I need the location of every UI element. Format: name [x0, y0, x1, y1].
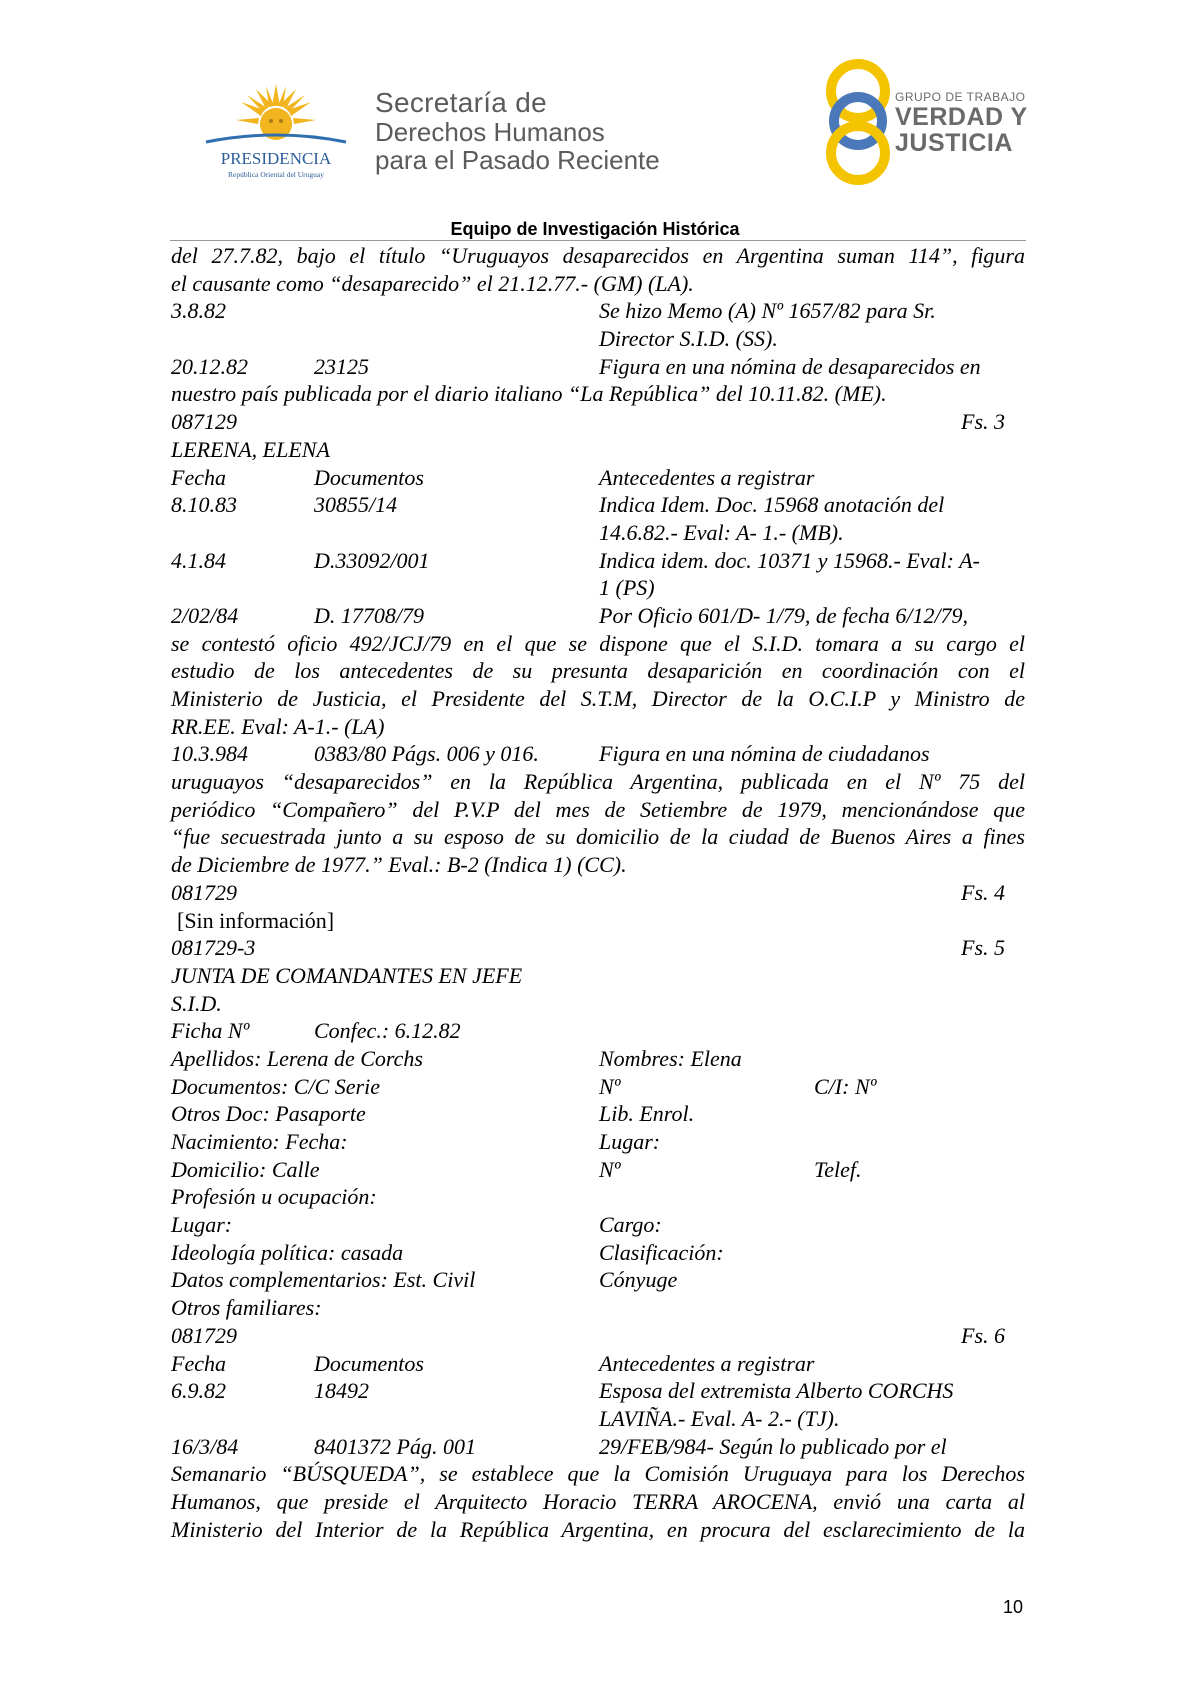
text-line: RR.EE. Eval: A-1.- (LA) [171, 713, 385, 739]
form-field: Cargo: [599, 1212, 662, 1238]
text-line: uruguayos “desaparecidos” en la República Argentina, publicada en el Nº 75 del [171, 769, 1025, 795]
table-header-row [171, 1350, 1025, 1378]
record-doc: 30855/14 [314, 492, 398, 518]
form-field: Clasificación: [599, 1239, 724, 1265]
form-row [171, 1017, 1025, 1045]
record-text: Por Oficio 601/D- 1/79, de fecha 6/12/79, [599, 602, 969, 628]
form-row [171, 1045, 1025, 1073]
folio-row [171, 1322, 1025, 1350]
record-row [171, 325, 1025, 353]
record-row [171, 1377, 1025, 1405]
presidencia-subtitle: República Oriental del Uruguay [227, 170, 325, 179]
record-text: Indica Idem. Doc. 15968 anotación del [599, 492, 945, 518]
form-field: Ficha Nº [171, 1018, 250, 1044]
form-row [171, 1156, 1025, 1184]
record-text: Esposa del extremista Alberto CORCHS [599, 1378, 954, 1404]
form-title: JUNTA DE COMANDANTES EN JEFE [171, 962, 523, 988]
col-fecha: Fecha [171, 464, 226, 490]
text-line: del 27.7.82, bajo el título “Uruguayos desaparecidos en Argentina suman 114”, figura [171, 243, 1025, 268]
record-text: 29/FEB/984- Según lo publicado por el [599, 1433, 947, 1459]
text-line: “fue secuestrada junto a su esposo de su domicilio de la ciudad de Buenos Aires a fines [171, 824, 1025, 850]
form-field: Nacimiento: Fecha: [171, 1129, 348, 1154]
form-row [171, 1100, 1025, 1128]
record-doc: 8401372 Pág. 001 [314, 1433, 476, 1459]
vyj-big-1: VERDAD Y [895, 103, 1028, 131]
record-date: 16/3/84 [171, 1433, 239, 1459]
record-date: 4.1.84 [171, 547, 226, 573]
form-field: Documentos: C/C Serie [171, 1073, 380, 1099]
text-line: se contestó oficio 492/JCJ/79 en el que se dispone que el S.I.D. tomara a su cargo el [171, 630, 1025, 656]
col-fecha: Fecha [171, 1350, 226, 1376]
text-line: Humanos, que preside el Arquitecto Horacio TERRA AROCENA, envió una carta al [171, 1488, 1025, 1514]
form-row [171, 1128, 1025, 1156]
record-row [171, 519, 1025, 547]
form-field: Lugar: [171, 1212, 233, 1238]
record-row [171, 1405, 1025, 1433]
form-field: Lib. Enrol. [599, 1101, 695, 1127]
folio-ref: 081729-3 [171, 935, 256, 961]
record-date: 6.9.82 [171, 1378, 226, 1404]
form-field: Profesión u ocupación: [171, 1184, 377, 1210]
form-field: Nombres: Elena [599, 1045, 742, 1071]
record-row [171, 547, 1025, 575]
col-antecedentes: Antecedentes a registrar [599, 1350, 815, 1376]
folio-number: Fs. 3 [961, 409, 1005, 435]
form-field: Apellidos: Lerena de Corchs [171, 1045, 423, 1071]
folio-row [171, 408, 1025, 436]
text-line: Ministerio del Interior de la República Argentina, en procura del esclarecimiento de la [171, 1516, 1025, 1542]
record-date: 10.3.984 [171, 741, 248, 767]
presidencia-sun-logo [196, 80, 356, 180]
presidencia-title: PRESIDENCIA [220, 149, 332, 168]
record-date: 2/02/84 [171, 602, 239, 628]
form-row [171, 1239, 1025, 1267]
record-row [171, 297, 1025, 325]
record-text: Figura en una nómina de ciudadanos [599, 741, 930, 767]
record-text: Indica idem. doc. 10371 y 15968.- Eval: A- [599, 547, 980, 573]
record-row [171, 491, 1025, 519]
record-text: 1 (PS) [599, 575, 655, 601]
folio-row [171, 879, 1025, 907]
verdad-justicia-text [895, 90, 1028, 156]
form-row [171, 1211, 1025, 1239]
form-field: Cónyuge [599, 1267, 678, 1293]
record-date: 8.10.83 [171, 492, 237, 518]
record-text: LAVIÑA.- Eval. A- 2.- (TJ). [599, 1405, 840, 1431]
form-subtitle: S.I.D. [171, 990, 222, 1016]
text-line: estudio de los antecedentes de su presunta desaparición en coordinación con el [171, 658, 1025, 684]
record-row [171, 353, 1025, 381]
form-row [171, 1266, 1025, 1294]
folio-number: Fs. 5 [961, 935, 1005, 961]
text-line: Ministerio de Justicia, el Presidente del S.T.M, Director de la O.C.I.P y Ministro de [171, 686, 1025, 711]
record-row [171, 1433, 1025, 1461]
text-line: periódico “Compañero” del P.V.P del mes de Setiembre de 1979, mencionándose que [171, 796, 1025, 822]
person-name: LERENA, ELENA [171, 436, 330, 462]
form-field: Ideología política: casada [171, 1239, 404, 1265]
record-row [171, 574, 1025, 602]
vyj-small: GRUPO DE TRABAJO [895, 90, 1026, 104]
form-field: Nº [599, 1156, 621, 1182]
form-row [171, 1073, 1025, 1101]
record-text: Figura en una nómina de desaparecidos en [599, 353, 981, 379]
text-line: el causante como “desaparecido” el 21.12.77.- (GM) (LA). [171, 270, 694, 296]
text-line: nuestro país publicada por el diario italiano “La República” del 10.11.82. (ME). [171, 381, 887, 407]
header-rule [170, 240, 1026, 241]
record-text: Director S.I.D. (SS). [599, 326, 778, 352]
record-doc: 23125 [314, 353, 369, 379]
form-field: Datos complementarios: Est. Civil [171, 1267, 476, 1293]
form-field: Domicilio: Calle [171, 1156, 320, 1182]
vyj-big-2: JUSTICIA [895, 129, 1013, 157]
folio-ref: 081729 [171, 1322, 237, 1348]
record-doc: 0383/80 Págs. 006 y 016. [314, 741, 539, 767]
folio-ref: 087129 [171, 409, 237, 435]
form-field: Telef. [814, 1156, 862, 1182]
folio-number: Fs. 4 [961, 879, 1005, 905]
equipo-heading: Equipo de Investigación Histórica [450, 219, 740, 239]
col-antecedentes: Antecedentes a registrar [599, 464, 815, 490]
form-field: Otros Doc: Pasaporte [171, 1101, 366, 1127]
form-field: Otros familiares: [171, 1295, 322, 1321]
text-line: Semanario “BÚSQUEDA”, se establece que la Comisión Uruguaya para los Derechos [171, 1461, 1025, 1487]
form-field: Confec.: 6.12.82 [314, 1018, 461, 1044]
secretaria-logo-text [375, 88, 660, 174]
no-info-note: [Sin información] [177, 907, 335, 933]
folio-ref: 081729 [171, 879, 237, 905]
secretaria-line-3: para el Pasado Reciente [375, 145, 660, 175]
form-field: C/I: Nº [814, 1073, 877, 1099]
text-line: de Diciembre de 1977.” Eval.: B-2 (Indica 1) (CC). [171, 852, 627, 878]
record-date: 3.8.82 [171, 298, 226, 324]
record-text: Se hizo Memo (A) Nº 1657/82 para Sr. [599, 298, 936, 324]
col-documentos: Documentos [314, 1350, 424, 1376]
page-number: 10 [1003, 1597, 1024, 1617]
folio-row [171, 934, 1025, 962]
record-doc: D. 17708/79 [314, 602, 424, 628]
record-text: 14.6.82.- Eval: A- 1.- (MB). [599, 519, 844, 545]
record-date: 20.12.82 [171, 353, 248, 379]
folio-number: Fs. 6 [961, 1322, 1005, 1348]
record-row [171, 602, 1025, 630]
record-row [171, 740, 1025, 768]
secretaria-line-2: Derechos Humanos [375, 117, 605, 147]
form-field: Nº [599, 1073, 621, 1099]
record-doc: 18492 [314, 1378, 369, 1404]
col-documentos: Documentos [314, 464, 424, 490]
record-doc: D.33092/001 [314, 547, 430, 573]
form-field: Lugar: [599, 1129, 661, 1154]
document-body [171, 242, 1025, 1543]
secretaria-line-1: Secretaría de [375, 87, 547, 118]
table-header-row [171, 464, 1025, 492]
